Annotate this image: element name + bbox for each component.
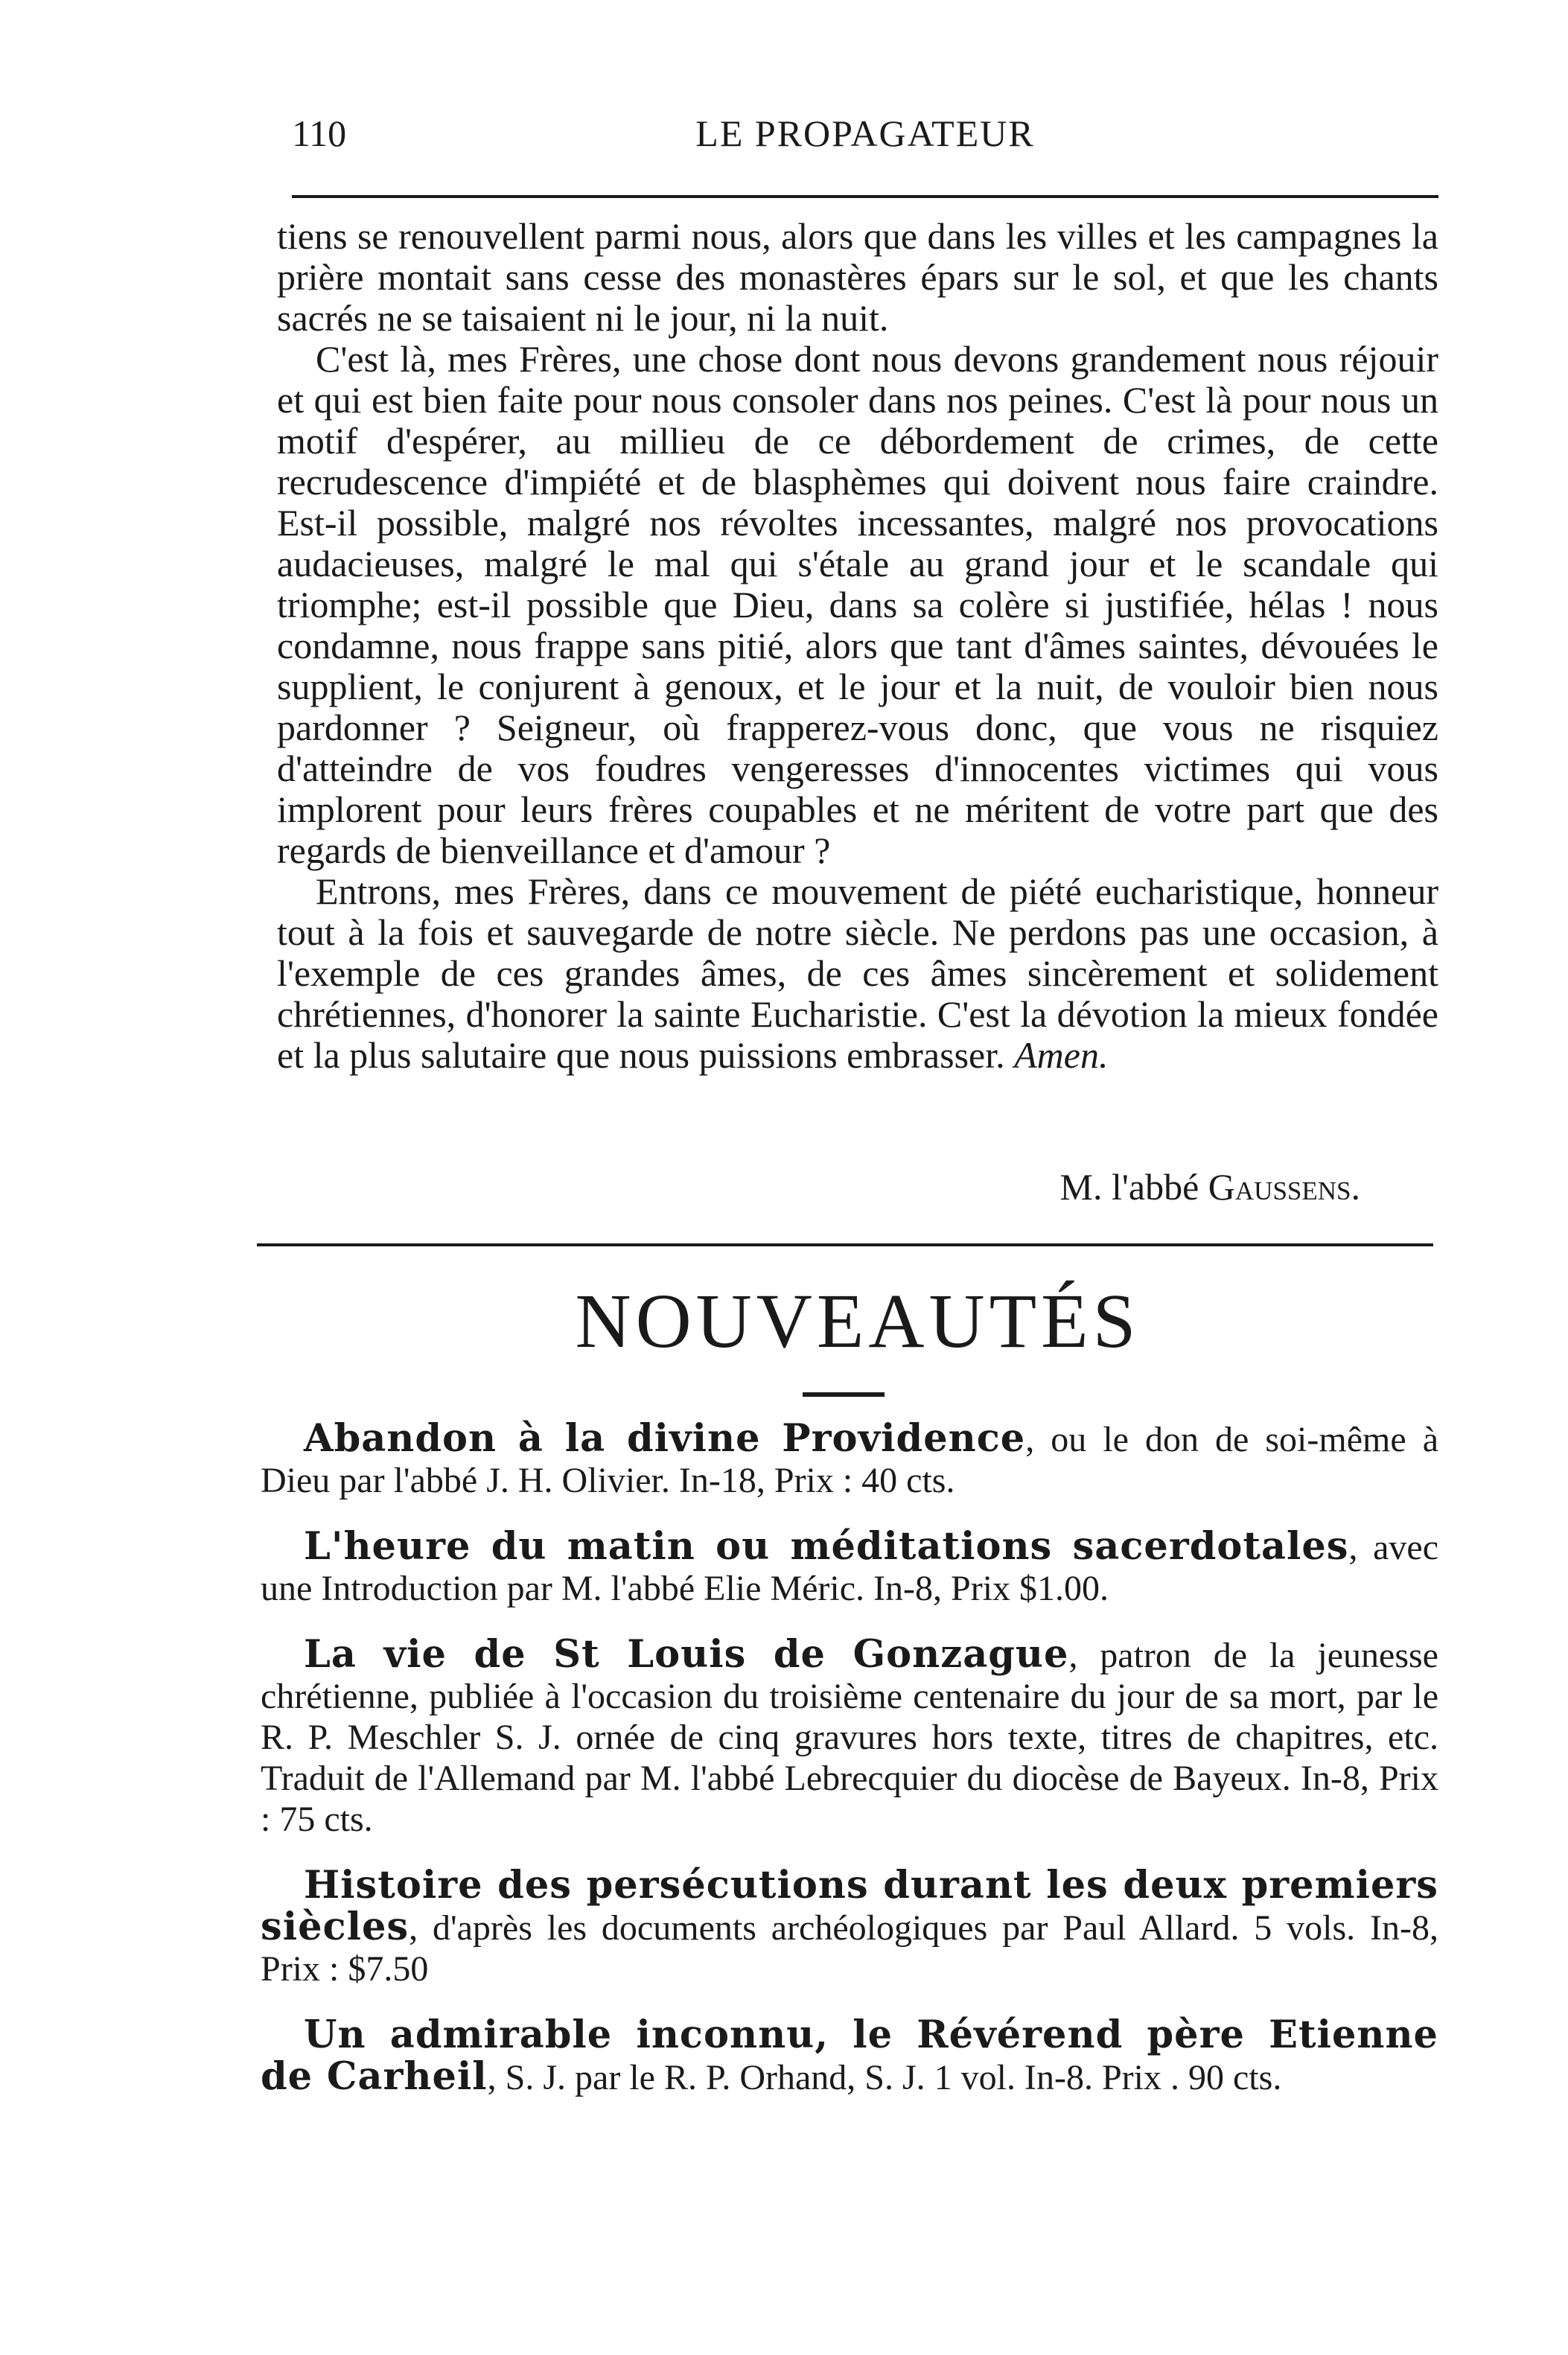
sermon-paragraph-text: Entrons, mes Frères, dans ce mouvement de piété eucharistique, honneur tout à la fois et sauvegarde de notre siècle. Ne perdons pas une occasion, à l'exemple de ces grandes âmes, de ces âmes sincèrement et solidement chrétiennes, d'honorer la sainte Eucharistie. C'est la dévotion la mieux fondée et la plus salutaire que nous puissions embrasser. — [277, 870, 1438, 1076]
section-title: NOUVEAUTÉS — [575, 1278, 1141, 1364]
book-description: , ou le don de soi-même à Dieu par l'abbé J. H. Olivier. In-18, Prix : 40 cts. — [261, 1420, 1438, 1500]
sermon-paragraph — [277, 871, 1438, 1076]
running-header — [292, 112, 1438, 171]
book-entry — [261, 1526, 1438, 1609]
signature — [277, 1165, 1360, 1208]
book-title: Histoire des persécutions durant les deux premiers siècles — [261, 1863, 1438, 1949]
book-title: L'heure du matin ou méditations sacerdotales — [304, 1524, 1349, 1569]
sermon-paragraph: C'est là, mes Frères, une chose dont nous devons grandement nous réjouir et qui est bien faite pour nous consoler dans nos peines. C'est là pour nous un motif d'espérer, au millieu de ce débordement de crimes, de cette recrudescence d'impiété et de blasphèmes qui doivent nous faire craindre. Est-il possible, malgré nos révoltes incessantes, malgré nos provocations audacieuses, malgré le mal qui s'étale au grand jour et le scandale qui triomphe; est-il possible que Dieu, dans sa colère si justifiée, hélas ! nous condamne, nous frappe sans pitié, alors que tant d'âmes saintes, dévouées le supplient, le conjurent à genoux, et le jour et la nuit, de vouloir bien nous pardonner ? Seigneur, où frapperez-vous donc, que vous ne risquiez d'atteindre de vos foudres vengeresses d'innocentes victimes qui vous implorent pour leurs frères coupables et ne méritent de votre part que des regards de bienveillance et d'amour ? — [277, 338, 1438, 871]
sermon-paragraph: tiens se renouvellent parmi nous, alors que dans les villes et les campagnes la prière montait sans cesse des monastères épars sur le sol, et que les chants sacrés ne se taisaient ni le jour, ni la nuit. — [277, 215, 1438, 339]
book-description: , d'après les documents archéologiques par Paul Allard. 5 vols. In-8, Prix : $7.50 — [261, 1908, 1438, 1989]
signature-name: Gaussens. — [1208, 1166, 1360, 1208]
book-entry — [261, 1634, 1438, 1840]
book-description: , patron de la jeunesse chrétienne, publiée à l'occasion du troisième centenaire du jour de sa mort, par le R. P. Meschler S. J. ornée de cinq gravures hors texte, titres de chapitres, etc. Traduit de l'Allemand par M. l'abbé Lebrecquier du diocèse de Bayeux. In-8, Prix : 75 cts. — [261, 1636, 1438, 1839]
closing-word: Amen. — [1014, 1034, 1109, 1076]
book-title: Un admirable inconnu, le Révérend père Etienne de Carheil — [261, 2013, 1438, 2099]
book-description: , avec une Introduction par M. l'abbé Elie Méric. In-8, Prix $1.00. — [261, 1528, 1438, 1608]
book-title: La vie de St Louis de Gonzague — [304, 1632, 1069, 1677]
header-rule — [292, 195, 1438, 198]
sermon-text — [277, 216, 1438, 1076]
signature-prefix: M. l'abbé — [1059, 1166, 1199, 1208]
section-divider — [257, 1243, 1433, 1246]
book-entry — [261, 1865, 1438, 1989]
running-title: LE PROPAGATEUR — [695, 112, 1035, 154]
title-underline — [803, 1392, 885, 1397]
book-title: Abandon à la divine Providence — [304, 1416, 1026, 1461]
book-description: , S. J. par le R. P. Orhand, S. J. 1 vol. In-8. Prix . 90 cts. — [487, 2058, 1282, 2097]
book-list — [261, 1418, 1438, 2123]
book-entry — [261, 2015, 1438, 2098]
book-entry — [261, 1418, 1438, 1501]
page-number: 110 — [292, 112, 347, 154]
